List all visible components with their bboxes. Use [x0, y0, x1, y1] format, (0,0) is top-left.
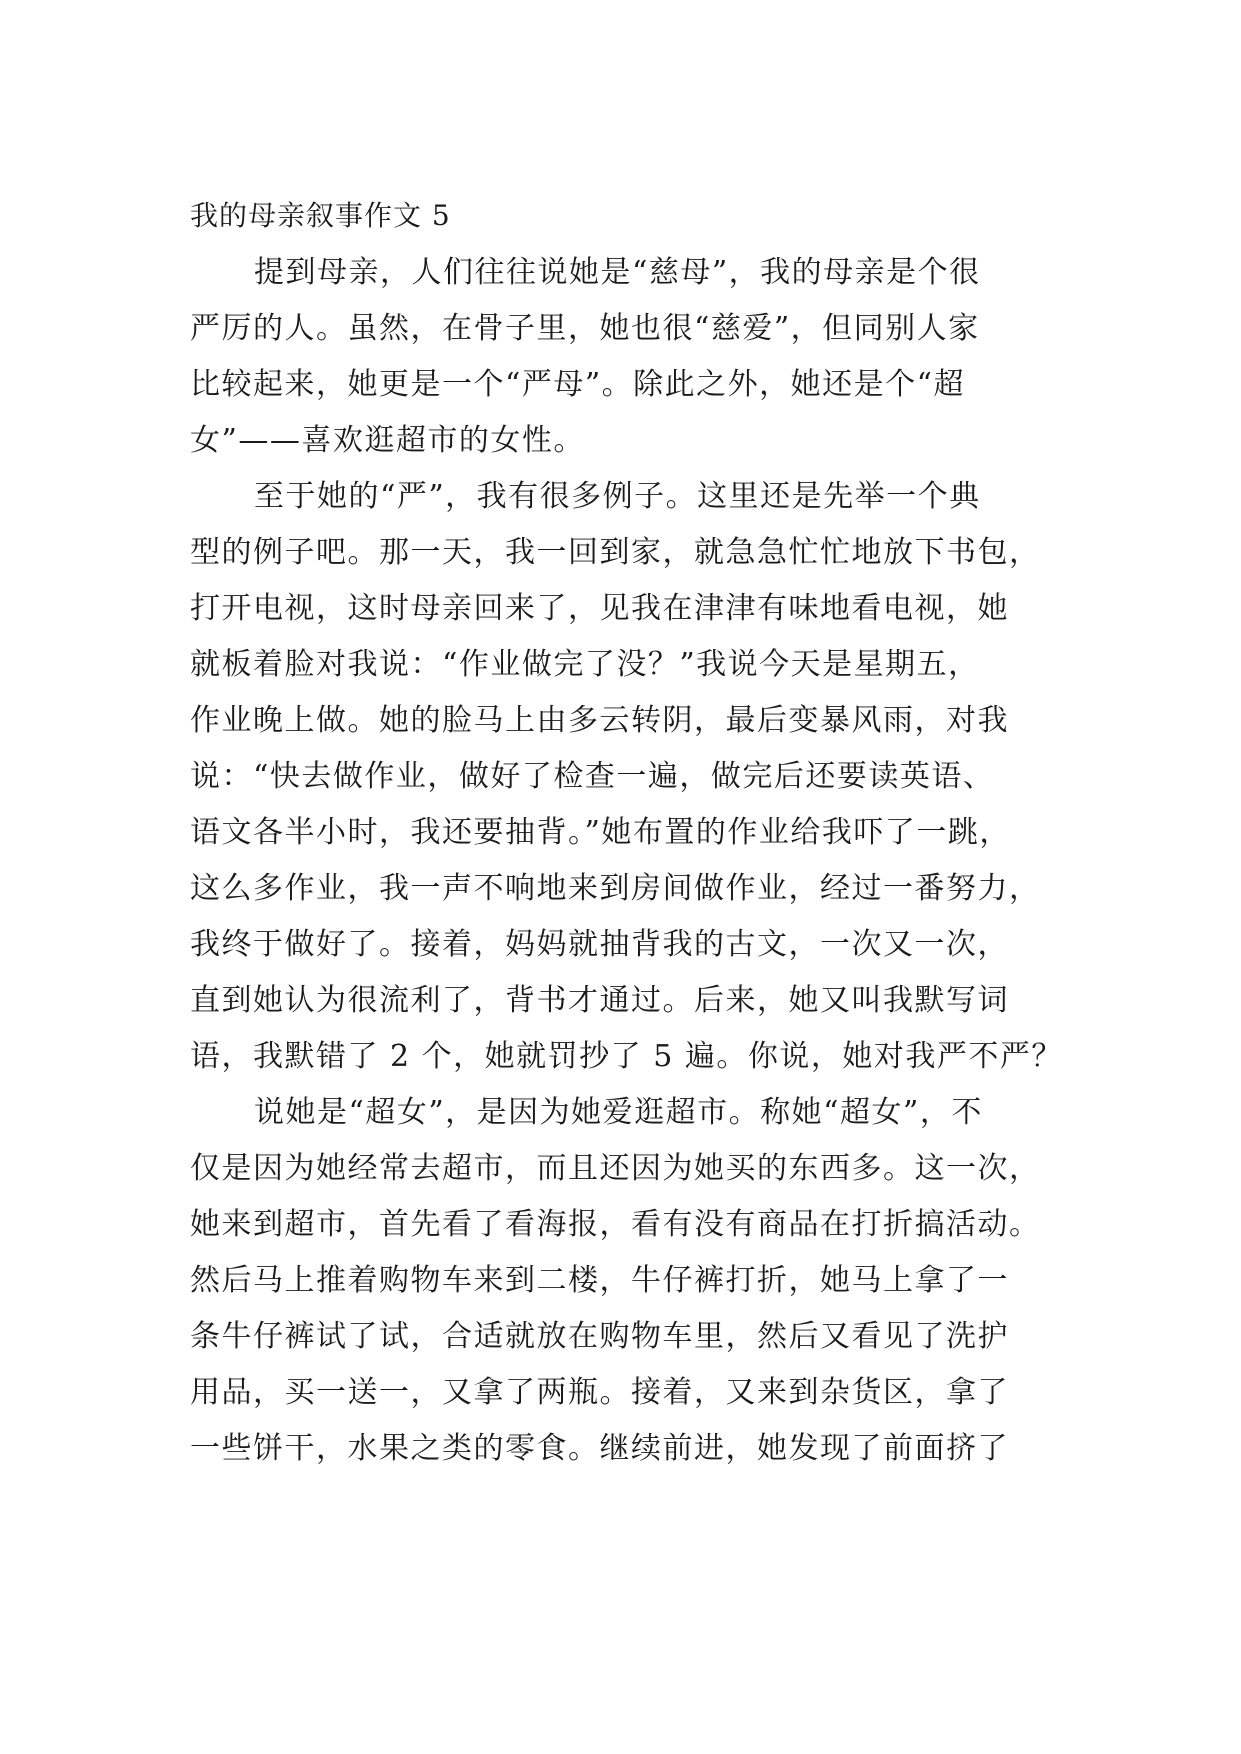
text-line: 打开电视，这时母亲回来了，见我在津津有味地看电视，她 — [190, 591, 1009, 626]
text-line: 我终于做好了。接着，妈妈就抽背我的古文，一次又一次， — [190, 927, 1009, 962]
text-line: 提到母亲，人们往往说她是“慈母”，我的母亲是个很 — [254, 255, 981, 290]
text-line: 说：“快去做作业，做好了检查一遍，做完后还要读英语、 — [190, 759, 995, 794]
text-line: 一些饼干，水果之类的零食。继续前进，她发现了前面挤了 — [190, 1431, 1009, 1466]
text-line: 然后马上推着购物车来到二楼，牛仔裤打折，她马上拿了一 — [190, 1263, 1009, 1298]
text-line: 条牛仔裤试了试，合适就放在购物车里，然后又看见了洗护 — [190, 1319, 1009, 1354]
text-line: 就板着脸对我说：“作业做完了没？”我说今天是星期五， — [190, 647, 980, 682]
text-line: 比较起来，她更是一个“严母”。除此之外，她还是个“超 — [190, 367, 966, 402]
text-line: 这么多作业，我一声不响地来到房间做作业，经过一番努力， — [190, 871, 1041, 906]
text-line: 严厉的人。虽然，在骨子里，她也很“慈爱”，但同别人家 — [190, 311, 980, 346]
text-line: 语，我默错了 2 个，她就罚抄了 5 遍。你说，她对我严不严？ — [190, 1039, 1063, 1074]
text-line: 仅是因为她经常去超市，而且还因为她买的东西多。这一次， — [190, 1151, 1041, 1186]
document-title: 我的母亲叙事作文 5 — [190, 199, 451, 232]
text-line: 她来到超市，首先看了看海报，看有没有商品在打折搞活动。 — [190, 1207, 1041, 1242]
text-line: 型的例子吧。那一天，我一回到家，就急急忙忙地放下书包， — [190, 535, 1041, 570]
text-line: 说她是“超女”，是因为她爱逛超市。称她“超女”，不 — [254, 1095, 983, 1130]
text-line: 至于她的“严”，我有很多例子。这里还是先举一个典 — [254, 479, 981, 514]
text-line: 作业晚上做。她的脸马上由多云转阴，最后变暴风雨，对我 — [190, 703, 1009, 738]
text-line: 直到她认为很流利了，背书才通过。后来，她又叫我默写词 — [190, 983, 1009, 1018]
text-line: 语文各半小时，我还要抽背。”她布置的作业给我吓了一跳， — [190, 815, 1011, 850]
text-line: 女”——喜欢逛超市的女性。 — [190, 423, 585, 458]
text-line: 用品，买一送一，又拿了两瓶。接着，又来到杂货区，拿了 — [190, 1375, 1009, 1410]
